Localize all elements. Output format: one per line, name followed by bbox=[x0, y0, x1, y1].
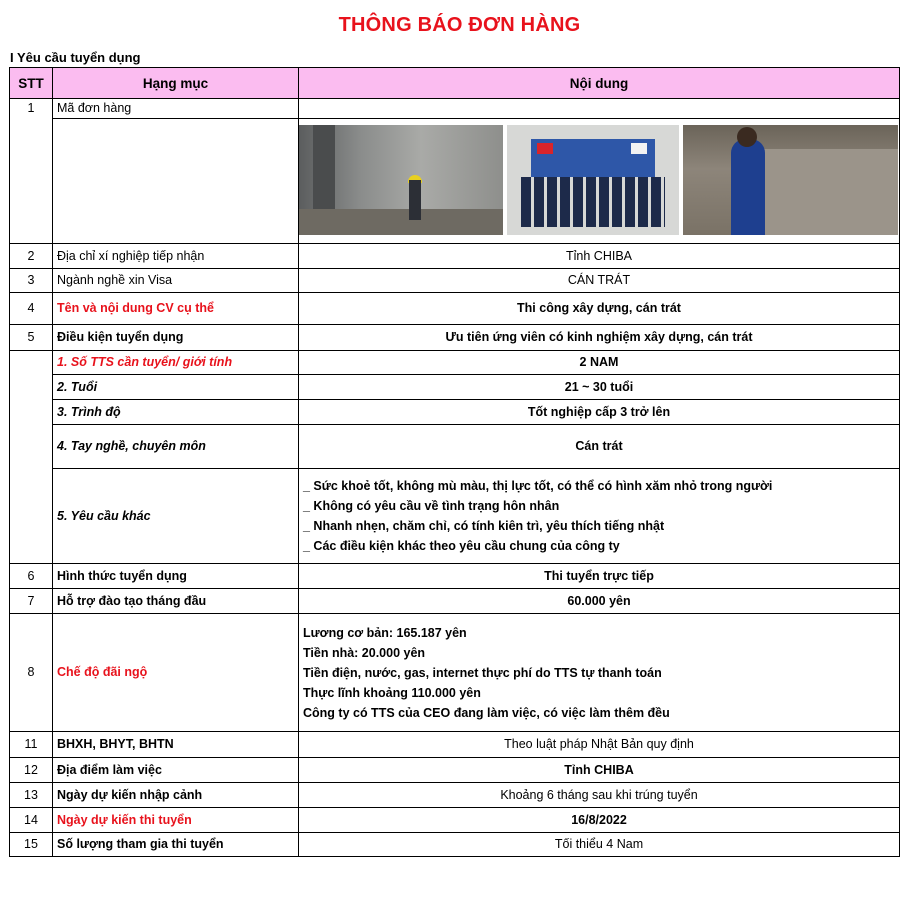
photo-strip bbox=[299, 119, 899, 243]
benefits-cell bbox=[299, 614, 900, 732]
row-stt: 15 bbox=[10, 833, 53, 857]
requirement-line: _ Sức khoẻ tốt, không mù màu, thị lực tốt, có thể có hình xăm nhỏ trong người bbox=[303, 479, 773, 493]
row-item: Điều kiện tuyển dụng bbox=[53, 325, 299, 351]
row-stt: 8 bbox=[10, 614, 53, 732]
other-requirements-cell bbox=[299, 469, 900, 564]
table-row bbox=[10, 469, 900, 564]
header-content: Nội dung bbox=[299, 68, 900, 99]
row-stt: 4 bbox=[10, 293, 53, 325]
row-stt: 13 bbox=[10, 783, 53, 808]
row-item: 5. Yêu cầu khác bbox=[53, 469, 299, 564]
row-content: Tối thiểu 4 Nam bbox=[299, 833, 900, 857]
row-item: Ngành nghề xin Visa bbox=[53, 269, 299, 293]
table-row bbox=[10, 732, 900, 758]
row-item: 1. Số TTS cần tuyển/ giới tính bbox=[53, 351, 299, 375]
row-item: Địa điểm làm việc bbox=[53, 758, 299, 783]
requirement-line: _ Không có yêu cầu về tình trạng hôn nhân bbox=[303, 499, 560, 513]
row-item: Mã đơn hàng bbox=[53, 99, 299, 119]
benefit-line: Công ty có TTS của CEO đang làm việc, có việc làm thêm đều bbox=[303, 705, 670, 720]
benefit-line: Thực lĩnh khoảng 110.000 yên bbox=[303, 685, 481, 700]
row-stt-empty bbox=[10, 351, 53, 564]
row-content: 2 NAM bbox=[299, 351, 900, 375]
row-stt: 5 bbox=[10, 325, 53, 351]
table-row bbox=[10, 99, 900, 119]
row-content: CÁN TRÁT bbox=[299, 269, 900, 293]
row-content: 21 ~ 30 tuổi bbox=[299, 375, 900, 400]
requirement-line: _ Nhanh nhẹn, chăm chỉ, có tính kiên trì, yêu thích tiếng nhật bbox=[303, 519, 665, 533]
row-stt: 12 bbox=[10, 758, 53, 783]
table-row bbox=[10, 119, 900, 244]
row-item: BHXH, BHYT, BHTN bbox=[53, 732, 299, 758]
row-stt: 2 bbox=[10, 244, 53, 269]
benefit-line: Tiền điện, nước, gas, internet thực phí do TTS tự thanh toán bbox=[303, 665, 662, 680]
table-row bbox=[10, 293, 900, 325]
row-item: Hình thức tuyển dụng bbox=[53, 564, 299, 589]
table-row bbox=[10, 614, 900, 732]
photos-cell bbox=[299, 119, 900, 244]
requirement-line: _ Các điều kiện khác theo yêu cầu chung của công ty bbox=[303, 539, 620, 553]
header-item: Hạng mục bbox=[53, 68, 299, 99]
row-content: Cán trát bbox=[299, 425, 900, 469]
row-stt: 14 bbox=[10, 808, 53, 833]
row-content: 16/8/2022 bbox=[299, 808, 900, 833]
row-content bbox=[299, 99, 900, 119]
row-content: Thi công xây dựng, cán trát bbox=[299, 293, 900, 325]
construction-site-photo bbox=[299, 125, 503, 235]
table-row bbox=[10, 833, 900, 857]
row-stt: 1 bbox=[10, 99, 53, 244]
row-item: Ngày dự kiến nhập cảnh bbox=[53, 783, 299, 808]
row-item: 2. Tuổi bbox=[53, 375, 299, 400]
row-content: Tỉnh CHIBA bbox=[299, 758, 900, 783]
row-stt: 11 bbox=[10, 732, 53, 758]
table-row bbox=[10, 351, 900, 375]
row-item: 4. Tay nghề, chuyên môn bbox=[53, 425, 299, 469]
table-header-row bbox=[10, 68, 900, 99]
row-item: Tên và nội dung CV cụ thể bbox=[53, 293, 299, 325]
row-item: Chế độ đãi ngộ bbox=[53, 614, 299, 732]
table-row bbox=[10, 375, 900, 400]
group-photo bbox=[507, 125, 679, 235]
table-row bbox=[10, 808, 900, 833]
table-row bbox=[10, 269, 900, 293]
section-heading: I Yêu cầu tuyển dụng bbox=[10, 50, 141, 65]
row-content: Khoảng 6 tháng sau khi trúng tuyển bbox=[299, 783, 900, 808]
row-stt: 3 bbox=[10, 269, 53, 293]
benefit-line: Lương cơ bản: 165.187 yên bbox=[303, 625, 467, 640]
row-stt: 7 bbox=[10, 589, 53, 614]
row-content: Tốt nghiệp cấp 3 trở lên bbox=[299, 400, 900, 425]
row-item: Hỗ trợ đào tạo tháng đầu bbox=[53, 589, 299, 614]
header-stt: STT bbox=[10, 68, 53, 99]
row-item: Ngày dự kiến thi tuyển bbox=[53, 808, 299, 833]
table-row bbox=[10, 400, 900, 425]
table-row bbox=[10, 425, 900, 469]
row-content: Ưu tiên ứng viên có kinh nghiệm xây dựng, cán trát bbox=[299, 325, 900, 351]
row-content: 60.000 yên bbox=[299, 589, 900, 614]
row-item: 3. Trình độ bbox=[53, 400, 299, 425]
table-row bbox=[10, 783, 900, 808]
row-content: Tỉnh CHIBA bbox=[299, 244, 900, 269]
table-row bbox=[10, 325, 900, 351]
table-row bbox=[10, 564, 900, 589]
table-row bbox=[10, 758, 900, 783]
benefit-line: Tiền nhà: 20.000 yên bbox=[303, 645, 426, 660]
page-title: THÔNG BÁO ĐƠN HÀNG bbox=[338, 14, 581, 36]
row-item-empty bbox=[53, 119, 299, 244]
plastering-worker-photo bbox=[683, 125, 898, 235]
table-row bbox=[10, 244, 900, 269]
row-item: Địa chỉ xí nghiệp tiếp nhận bbox=[53, 244, 299, 269]
order-table bbox=[9, 67, 900, 857]
table-row bbox=[10, 589, 900, 614]
row-content: Thi tuyển trực tiếp bbox=[299, 564, 900, 589]
row-stt: 6 bbox=[10, 564, 53, 589]
row-item: Số lượng tham gia thi tuyển bbox=[53, 833, 299, 857]
row-content: Theo luật pháp Nhật Bản quy định bbox=[299, 732, 900, 758]
